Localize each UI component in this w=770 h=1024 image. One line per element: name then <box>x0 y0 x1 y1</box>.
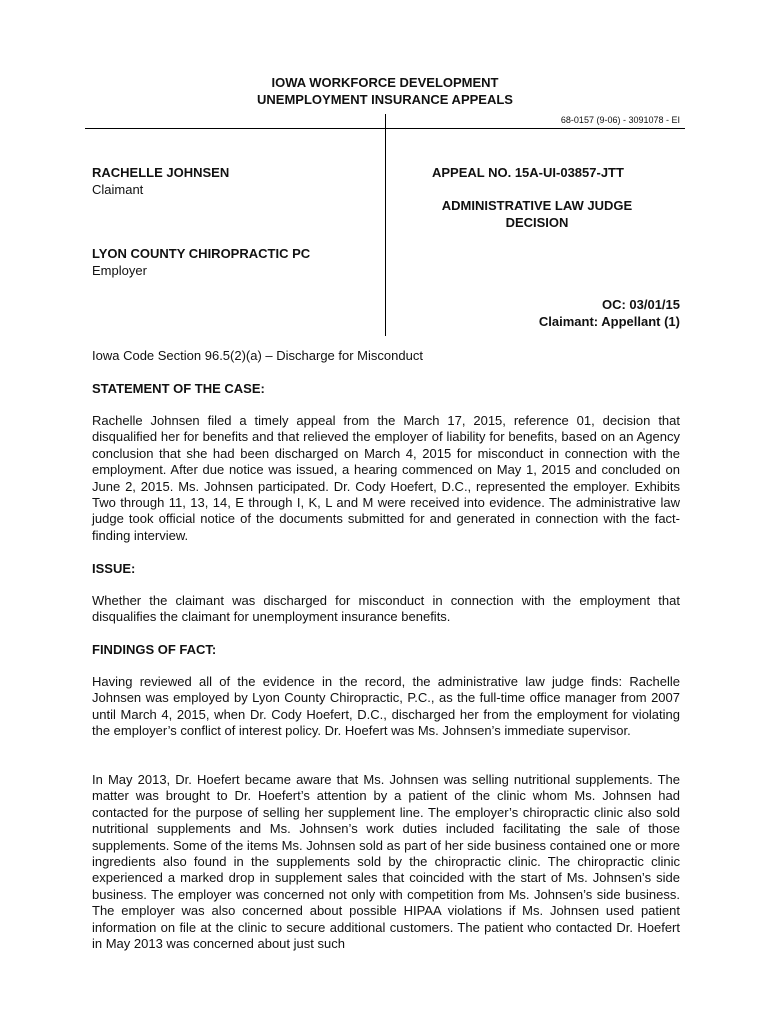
code-section: Iowa Code Section 96.5(2)(a) – Discharge for Misconduct <box>92 348 423 363</box>
division-name: UNEMPLOYMENT INSURANCE APPEALS <box>257 92 513 107</box>
employer-role: Employer <box>92 263 147 278</box>
claimant-block <box>92 164 229 198</box>
claimant-status: Claimant: Appellant (1) <box>538 314 680 329</box>
decision-title <box>432 197 642 231</box>
decision-title-line1: ADMINISTRATIVE LAW JUDGE <box>441 198 633 213</box>
decision-title-line2: DECISION <box>505 215 569 230</box>
agency-name: IOWA WORKFORCE DEVELOPMENT <box>271 75 499 90</box>
issue-heading: ISSUE: <box>92 561 136 576</box>
appeal-number: APPEAL NO. 15A-UI-03857-JTT <box>432 165 624 180</box>
caption-divider <box>385 114 386 336</box>
findings-heading: FINDINGS OF FACT: <box>92 642 217 657</box>
statement-text: Rachelle Johnsen filed a timely appeal from the March 17, 2015, reference 01, decision that disqualified her for benefits and that relieved the employer of liability for benefits, based on an Agency conclusion that she had been discharged on March 4, 2015 for misconduct in connection with the employment. After due notice was issued, a hearing commenced on May 1, 2015 and concluded on June 2, 2015. Ms. Johnsen participated. Dr. Cody Hoefert, D.C., represented the employer. Exhibits Two through 11, 13, 14, E through I, K, L and M were received into evidence. The administrative law judge took official notice of the documents submitted for and generated in connection with the fact-finding interview. <box>92 413 680 543</box>
oc-date: OC: 03/01/15 <box>601 297 680 312</box>
findings-text-1: Having reviewed all of the evidence in the record, the administrative law judge finds: Rachelle Johnsen was employed by Lyon County Chiropractic, P.C., as the full-time office manager from 2007 until March 4, 2015, when Dr. Cody Hoefert, D.C., discharged her from the employment for violating the employer’s conflict of interest policy. Dr. Hoefert was Ms. Johnsen’s immediate supervisor. <box>92 674 680 739</box>
agency-header <box>0 74 770 108</box>
claimant-role: Claimant <box>92 182 144 197</box>
issue-text: Whether the claimant was discharged for misconduct in connection with the employment that disqualifies the claimant for unemployment insurance benefits. <box>92 593 680 625</box>
oc-block <box>539 296 680 330</box>
form-number: 68-0157 (9-06) - 3091078 - EI <box>560 115 680 125</box>
employer-block <box>92 245 310 279</box>
claimant-name: RACHELLE JOHNSEN <box>92 165 230 180</box>
employer-name: LYON COUNTY CHIROPRACTIC PC <box>92 246 311 261</box>
statement-heading: STATEMENT OF THE CASE: <box>92 381 265 396</box>
findings-text-2: In May 2013, Dr. Hoefert became aware that Ms. Johnsen was selling nutritional supplements. The matter was brought to Dr. Hoefert’s attention by a patient of the clinic whom Ms. Johnsen had contacted for the purpose of selling her supplement line. The employer’s chiropractic clinic also sold nutritional supplements and Ms. Johnsen’s work duties included facilitating the sale of those supplements. Some of the items Ms. Johnsen sold as part of her side business contained one or more ingredients also found in the supplements sold by the chiropractic clinic. The chiropractic clinic experienced a marked drop in supplement sales that coincided with the start of Ms. Johnsen’s side business. The employer was concerned not only with competition from Ms. Johnsen’s side business. The employer was also concerned about possible HIPAA violations if Ms. Johnsen used patient information on file at the clinic to secure additional customers. The patient who contacted Dr. Hoefert in May 2013 was concerned about just such <box>92 772 680 952</box>
